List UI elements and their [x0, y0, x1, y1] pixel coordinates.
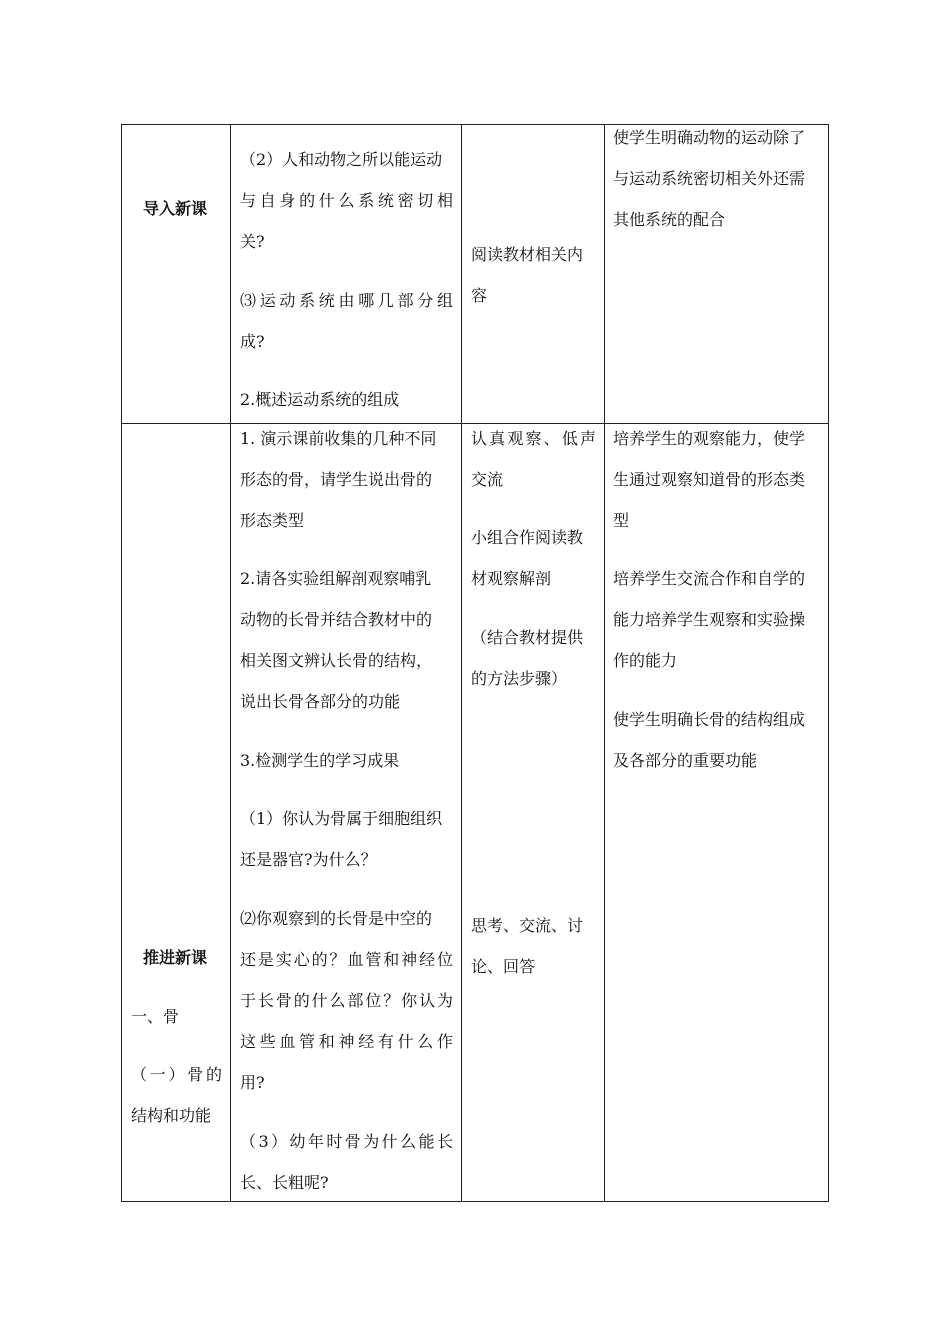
text-line: 作的能力	[613, 651, 678, 670]
text-line: 长、长粗呢?	[240, 1173, 329, 1192]
text-line: 说出长骨各部分的功能	[240, 692, 401, 711]
text-line: 型	[613, 511, 630, 530]
text-line: 使学生明确动物的运动除了	[613, 128, 806, 147]
text-line: 的方法步骤）	[471, 669, 568, 688]
table-border-top	[121, 124, 829, 125]
text-line: 3.检测学生的学习成果	[240, 751, 400, 770]
text-line: 与自身的什么系统密切相	[240, 191, 453, 210]
text-line: 还是器官?为什么？	[240, 850, 377, 869]
column-divider-3	[604, 124, 605, 1202]
text-line: 材观察解剖	[471, 569, 552, 588]
text-line: 形态类型	[240, 511, 305, 530]
text-line: （结合教材提供	[471, 628, 584, 647]
table-border-right	[828, 124, 829, 1202]
text-line: 论、回答	[471, 957, 536, 976]
text-line: 阅读教材相关内	[471, 245, 584, 264]
table-border-bottom	[121, 1201, 829, 1202]
text-line: 交流	[471, 470, 504, 489]
text-line: 关?	[240, 232, 265, 251]
text-line: 形态的骨，请学生说出骨的	[240, 470, 433, 489]
text-line: 用?	[240, 1073, 265, 1092]
text-line: 认真观察、低声	[471, 429, 596, 448]
text-line: 相关图文辨认长骨的结构，	[240, 651, 433, 670]
section-heading: 推进新课	[143, 948, 208, 967]
table-border-left	[121, 124, 122, 1202]
text-line: （2）人和动物之所以能运动	[240, 150, 443, 169]
text-line: 小组合作阅读教	[471, 528, 584, 547]
text-line: 于长骨的什么部位？你认为	[240, 991, 453, 1010]
text-line: 2.请各实验组解剖观察哺乳	[240, 569, 432, 588]
text-line: ⑶运动系统由哪几部分组	[240, 291, 453, 310]
text-line: 培养学生交流合作和自学的	[613, 569, 806, 588]
text-line: 使学生明确长骨的结构组成	[613, 710, 806, 729]
text-line: （3）幼年时骨为什么能长	[240, 1132, 453, 1151]
text-line: （1）你认为骨属于细胞组织	[240, 809, 443, 828]
text-line: 容	[471, 286, 488, 305]
text-line: 培养学生的观察能力，使学	[613, 429, 806, 448]
text-line: 这些血管和神经有什么作	[240, 1032, 453, 1051]
section-heading: 导入新课	[143, 199, 208, 218]
text-line: 能力培养学生观察和实验操	[613, 610, 806, 629]
text-line: 生通过观察知道骨的形态类	[613, 470, 806, 489]
text-line: 2.概述运动系统的组成	[240, 390, 400, 409]
text-line: ⑵你观察到的长骨是中空的	[240, 909, 433, 928]
text-line: 与运动系统密切相关外还需	[613, 169, 806, 188]
text-line: 及各部分的重要功能	[613, 751, 758, 770]
section-subheading: 一、骨	[131, 1007, 180, 1026]
text-line: 其他系统的配合	[613, 210, 726, 229]
text-line: 1. 演示课前收集的几种不同	[240, 429, 437, 448]
text-line: 思考、交流、讨	[471, 916, 584, 935]
text-line: 还是实心的？血管和神经位	[240, 950, 453, 969]
text-line: 动物的长骨并结合教材中的	[240, 610, 433, 629]
row-divider	[121, 423, 829, 424]
section-subheading: （一）骨的	[131, 1065, 222, 1084]
column-divider-2	[461, 124, 462, 1202]
column-divider-1	[230, 124, 231, 1202]
text-line: 成?	[240, 332, 265, 351]
section-subheading: 结构和功能	[131, 1106, 212, 1125]
